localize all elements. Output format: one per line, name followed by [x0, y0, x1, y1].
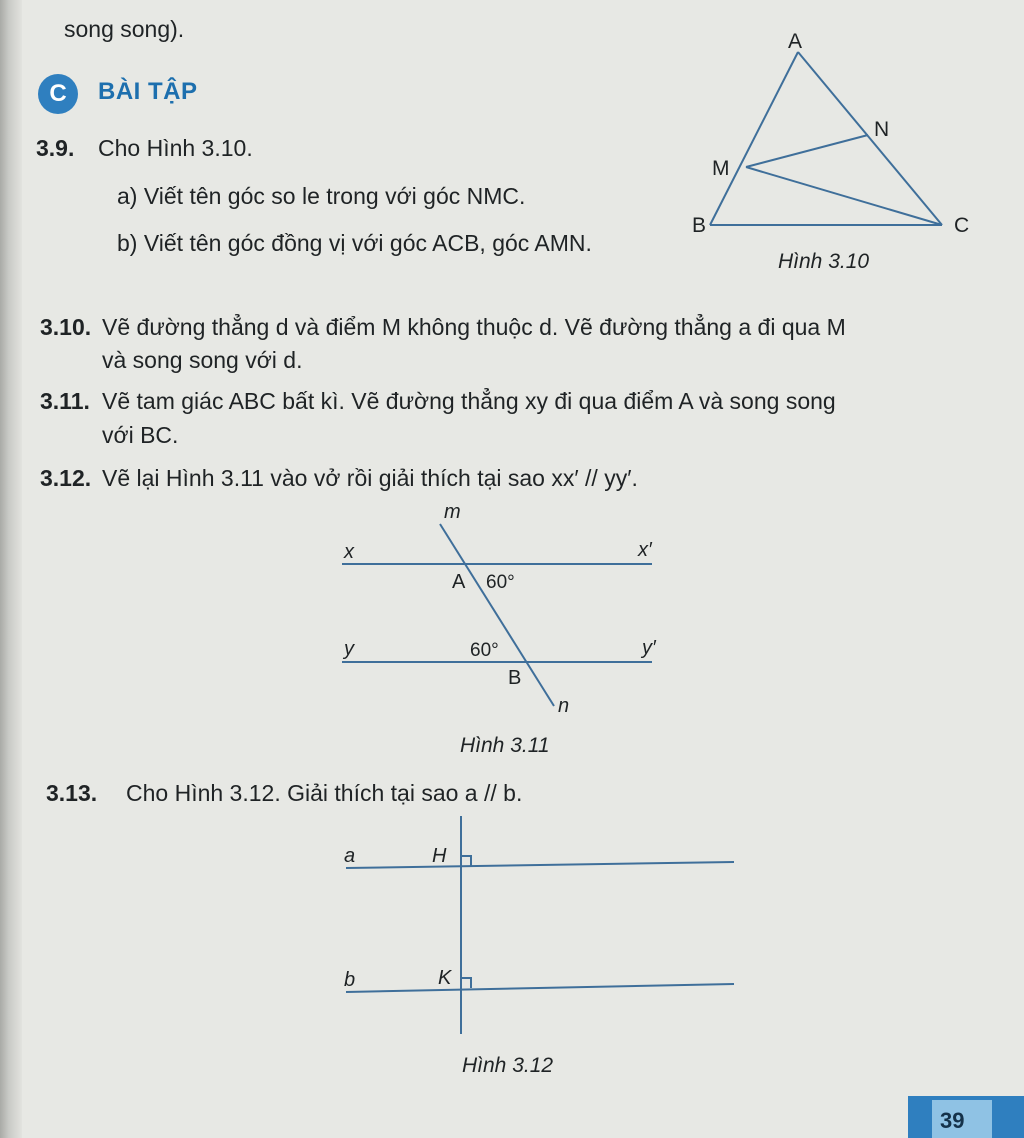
figure-3-12	[330, 812, 750, 1042]
exercise-3-13-text: Cho Hình 3.12. Giải thích tại sao a // b.	[126, 780, 523, 806]
section-badge: C	[38, 74, 78, 114]
book-spine-shadow	[0, 0, 22, 1138]
figure-3-11-caption: Hình 3.11	[460, 734, 550, 757]
exercise-3-11-line-2: với BC.	[102, 422, 179, 448]
fig310-label-m: M	[712, 157, 730, 180]
figure-3-10	[690, 30, 980, 260]
exercise-3-10-line-1: Vẽ đường thẳng d và điểm M không thuộc d. Vẽ đường thẳng a đi qua M	[102, 314, 846, 340]
section-title: BÀI TẬP	[98, 78, 198, 105]
fig312-label-h: H	[432, 845, 447, 867]
right-angle-mark-k	[461, 978, 471, 988]
fig310-label-c: C	[954, 214, 970, 237]
fig311-label-m: m	[444, 501, 461, 523]
exercise-3-9-text: Cho Hình 3.10.	[98, 135, 253, 161]
fig311-label-b: B	[508, 667, 522, 689]
fig310-label-n: N	[874, 118, 890, 141]
exercise-3-12-text: Vẽ lại Hình 3.11 vào vở rồi giải thích tại sao xx′ // yy′.	[102, 465, 638, 491]
fig311-angle-top: 60°	[486, 572, 515, 593]
intro-text: song song).	[64, 16, 185, 42]
segment-ac	[798, 52, 942, 225]
line-mn	[440, 524, 554, 706]
fig311-label-y-prime: y′	[642, 637, 656, 659]
figure-3-10-caption: Hình 3.10	[778, 250, 870, 273]
fig312-label-b: b	[344, 969, 356, 991]
line-a	[346, 862, 734, 868]
fig311-label-y: y	[344, 638, 354, 660]
right-angle-mark-h	[461, 856, 471, 866]
fig311-label-x: x	[344, 541, 354, 563]
exercise-3-12-number: 3.12.	[40, 465, 92, 491]
line-b	[346, 984, 734, 992]
page-number: 39	[940, 1108, 965, 1133]
fig311-label-x-prime: x′	[638, 539, 652, 561]
exercise-3-9-part-b: b) Viết tên góc đồng vị với góc ACB, góc AMN.	[117, 230, 592, 256]
fig311-angle-bottom: 60°	[470, 640, 499, 661]
figure-3-12-caption: Hình 3.12	[462, 1054, 554, 1077]
exercise-3-9-part-a: a) Viết tên góc so le trong với góc NMC.	[117, 183, 526, 209]
segment-mn	[746, 135, 868, 167]
fig310-label-a: A	[788, 30, 803, 53]
exercise-3-9-number: 3.9.	[36, 135, 75, 161]
fig311-label-a: A	[452, 571, 466, 593]
figure-3-11	[330, 498, 670, 718]
fig310-label-b: B	[692, 214, 707, 237]
exercise-3-13-number: 3.13.	[46, 780, 98, 806]
exercise-3-11-number: 3.11.	[40, 388, 90, 414]
exercise-3-10-number: 3.10.	[40, 314, 92, 340]
exercise-3-10-line-2: và song song với d.	[102, 347, 303, 373]
fig311-label-n: n	[558, 695, 570, 717]
segment-ab	[710, 52, 798, 225]
exercise-3-11-line-1: Vẽ tam giác ABC bất kì. Vẽ đường thẳng xy đi qua điểm A và song song	[102, 388, 836, 414]
fig312-label-k: K	[438, 967, 452, 989]
fig312-label-a: a	[344, 845, 356, 867]
segment-mc	[746, 167, 942, 225]
